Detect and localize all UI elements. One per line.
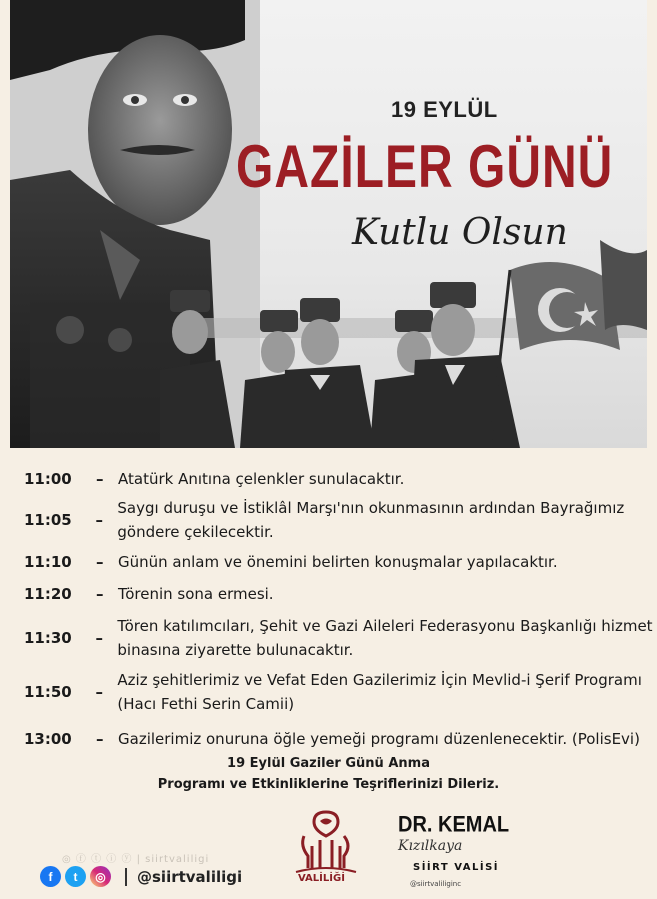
schedule-row <box>24 548 654 576</box>
watermark-text: siirtvaliligi <box>145 854 210 865</box>
schedule-row <box>24 724 654 754</box>
social-links <box>40 866 242 887</box>
schedule-row <box>24 580 654 608</box>
schedule-text: Saygı duruşu ve İstiklâl Marşı'nın okunmasının ardından Bayrağımız göndere çekilecektir. <box>117 499 625 541</box>
schedule-text: Gazilerimiz onuruna öğle yemeği programı düzenlenecektir. (PolisEvi) <box>118 730 640 748</box>
schedule-dash: – <box>95 683 104 701</box>
schedule-dash: – <box>96 553 104 571</box>
schedule-time: 11:10 <box>24 553 72 571</box>
schedule-row <box>24 666 654 718</box>
schedule-time: 11:30 <box>24 629 72 647</box>
facebook-icon[interactable]: f <box>40 866 61 887</box>
event-title: GAZİLER GÜNÜ <box>236 134 614 201</box>
schedule-text: Tören katılımcıları, Şehit ve Gazi Aileleri Federasyonu Başkanlığı hizmet binasına ziyarette bulunacaktır. <box>117 617 653 659</box>
hero-banner <box>10 0 647 448</box>
schedule-list <box>24 466 654 754</box>
schedule-time: 11:05 <box>24 511 72 529</box>
closing-line-2: Programı ve Etkinliklerine Teşriflerinizi Dileriz. <box>157 777 500 792</box>
schedule-time: 11:00 <box>24 470 72 488</box>
schedule-text: Törenin sona ermesi. <box>118 585 274 603</box>
schedule-text: Aziz şehitlerimiz ve Vefat Eden Gazilerimiz İçin Mevlid-i Şerif Programı (Hacı Fethi Serin Camii) <box>117 671 642 713</box>
event-date: 19 EYLÜL <box>391 97 498 122</box>
governor-title: SİİRT VALİSİ <box>413 862 500 873</box>
schedule-dash: – <box>96 730 104 748</box>
schedule-time: 13:00 <box>24 730 72 748</box>
schedule-time: 11:20 <box>24 585 72 603</box>
schedule-dash: – <box>95 511 104 529</box>
closing-line-1: 19 Eylül Gaziler Günü Anma <box>227 756 430 771</box>
governor-signature: Kızılkaya <box>398 838 463 854</box>
governor-name: DR. KEMAL <box>398 812 510 838</box>
schedule-dash: – <box>96 585 104 603</box>
turkish-flags <box>490 240 647 448</box>
schedule-row <box>24 494 654 546</box>
schedule-row <box>24 612 654 664</box>
social-handle[interactable]: @siirtvaliligi <box>125 868 242 886</box>
greeting-script: Kutlu Olsun <box>352 212 568 253</box>
schedule-time: 11:50 <box>24 683 72 701</box>
schedule-dash: – <box>96 470 104 488</box>
schedule-text: Günün anlam ve önemini belirten konuşmalar yapılacaktır. <box>118 553 558 571</box>
closing-message <box>0 753 657 795</box>
logo-text: VALİLİĞİ <box>298 873 345 884</box>
schedule-text: Atatürk Anıtına çelenkler sunulacaktır. <box>118 470 405 488</box>
twitter-icon[interactable]: t <box>65 866 86 887</box>
governor-social: @siirtvaliliginc <box>410 880 462 888</box>
schedule-dash: – <box>95 629 104 647</box>
watermark: ◎ ⓕ ⓣ ⓘ ⓨ | siirtvaliligi <box>62 854 210 865</box>
schedule-row <box>24 466 654 492</box>
instagram-icon[interactable]: ◎ <box>90 866 111 887</box>
